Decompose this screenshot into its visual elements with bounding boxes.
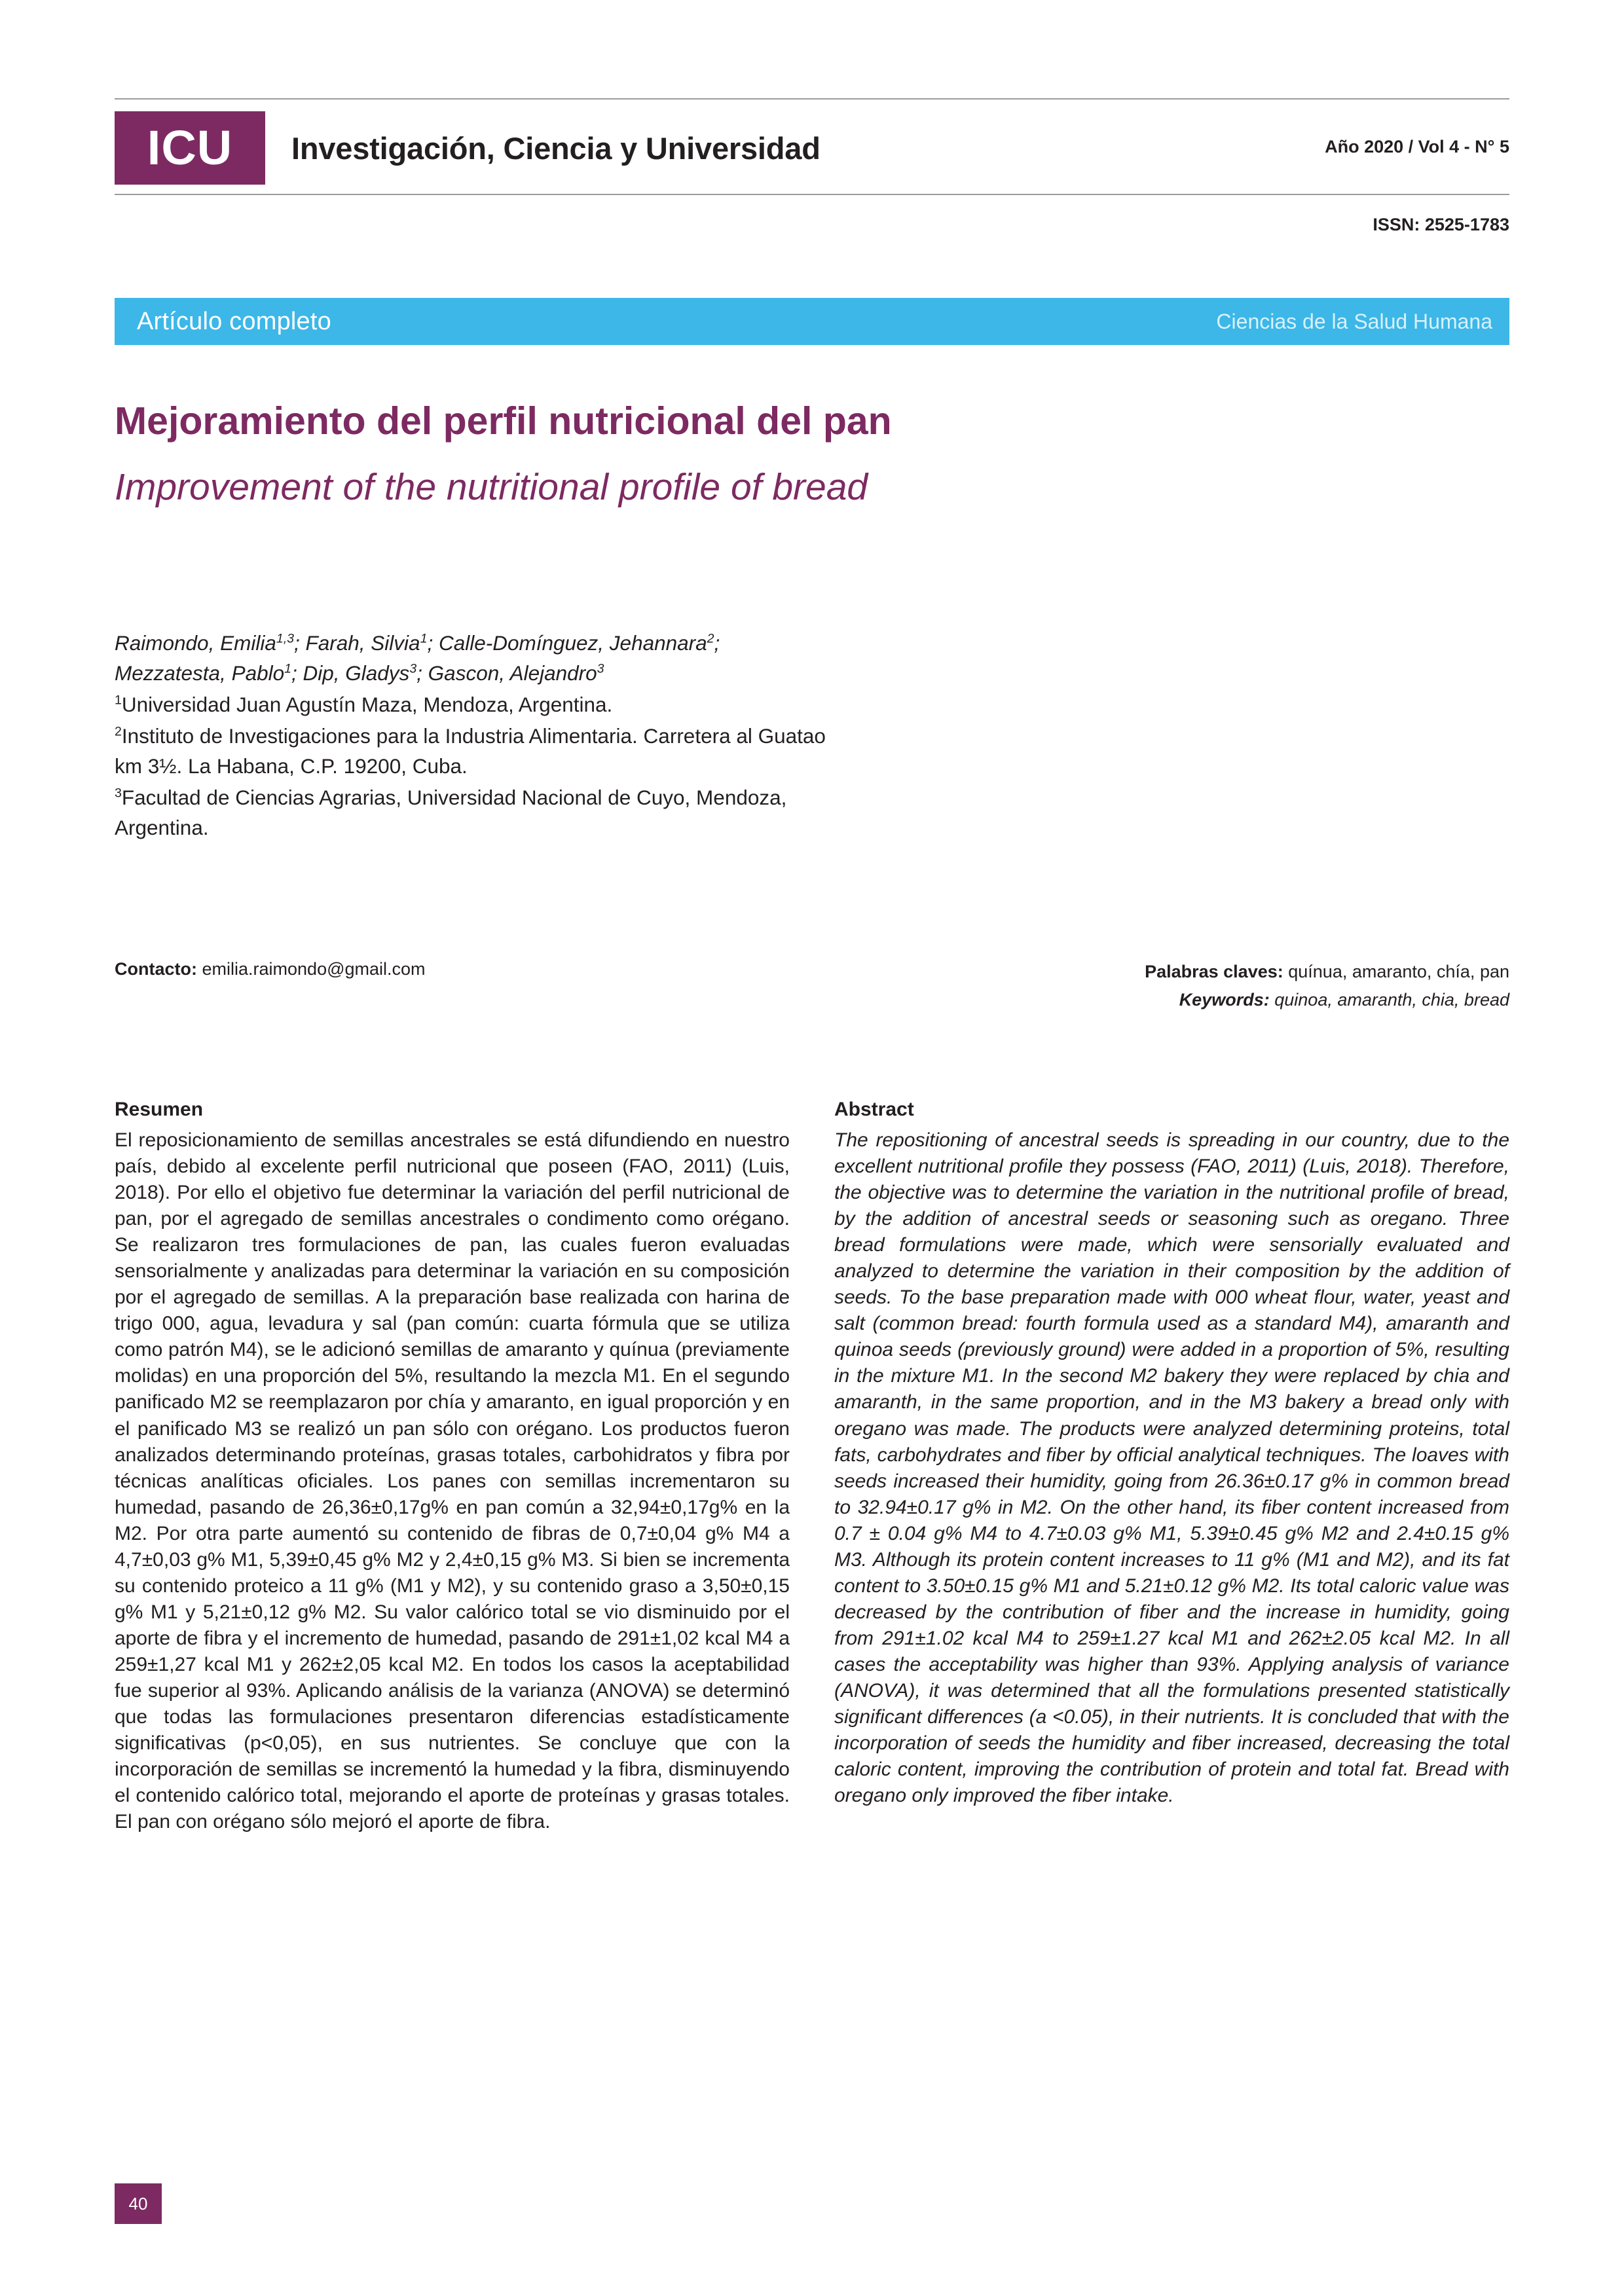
section-bar	[115, 298, 1509, 345]
keywords-english-label: Keywords:	[1179, 990, 1270, 1010]
article-type-bar	[115, 298, 812, 345]
page-title: Mejoramiento del perfil nutricional del pan	[115, 399, 892, 443]
issn-text: ISSN: 2525-1783	[1373, 215, 1509, 234]
issue-info: Año 2020 / Vol 4 - N° 5	[1325, 136, 1509, 156]
authors-block	[115, 629, 835, 843]
abstract-english-column	[834, 1099, 1509, 1835]
page-number-badge: 40	[115, 2183, 162, 2224]
keywords-spanish-values: quínua, amaranto, chía, pan	[1288, 962, 1509, 981]
abstract-spanish-text: El reposicionamiento de semillas ancestrales se está difundiendo en nuestro país, debido al excelente perfil nutricional que poseen (FAO, 2011) (Luis, 2018). Por ello el objetivo fue determinar la variación del perfil nutricional de pan, por el agregado de semillas ancestrales o condimento como orégano. Se realizaron tres formulaciones de pan, las cuales fueron evaluadas sensorialmente y analizadas para determinar la variación en su composición por el agregado de semillas. A la preparación base realizada con harina de trigo 000, agua, levadura y sal (pan común: cuarta fórmula que se utiliza como patrón M4), se le adicionó semillas de amaranto y quínua (previamente molidas) en una proporción del 5%, resultando la mezcla M1. En el segundo panificado M2 se reemplazaron por chía y amaranto, en igual proporción y en el panificado M3 se realizó un pan sólo con orégano. Los productos fueron analizados determinando proteínas, grasas totales, carbohidratos y fibra por técnicas analíticas oficiales. Los panes con semillas incrementaron su humedad, pasando de 26,36±0,17g% en pan común a 32,94±0,17g% en la M2. Por otra parte aumentó su contenido de fibras de 0,7±0,04 g% M4 a 4,7±0,03 g% M1, 5,39±0,45 g% M2 y 2,4±0,15 g% M3. Si bien se incrementa su contenido proteico a 11 g% (M1 y M2), y su contenido graso a 3,50±0,15 g% M1 y 5,21±0,12 g% M2. Su valor calórico total se vio disminuido por el aporte de fibra y el incremento de humedad, pasando de 291±1,02 kcal M4 a 259±1,27 kcal M1 y 262±2,05 kcal M2. En todos los casos la aceptabilidad fue superior al 93%. Aplicando análisis de la varianza (ANOVA) se determinó que todas las formulaciones presentaron diferencias estadísticamente significativas (p<0,05), en sus nutrientes. Se concluye que con la incorporación de semillas se incrementó la humedad y la fibra, disminuyendo el contenido calórico total, mejorando el aporte de proteínas y grasas totales. El pan con orégano sólo mejoró el aporte de fibra.	[115, 1129, 790, 1833]
affiliation-2: $^2$Instituto de Investigaciones para la Industria Alimentaria. Carretera al Guatao km 3½. La Habana, C.P. 19200, Cuba.	[115, 723, 826, 778]
abstract-spanish-heading: Resumen	[115, 1099, 204, 1120]
keywords-english-values: quinoa, amaranth, chia, bread	[1274, 990, 1509, 1010]
abstract-columns	[115, 1099, 1509, 1835]
abstract-english-text: The repositioning of ancestral seeds is spreading in our country, due to the excellent nutritional profile they possess (FAO, 2011) (Luis, 2018). Therefore, the objective was to determine the variation in the nutritional profile of bread, by the addition of ancestral seeds or seasoning such as oregano. Three bread formulations were made, which were sensorially evaluated and analyzed to determine the variation in their composition by the addition of seeds. To the base preparation made with 000 wheat flour, water, yeast and salt (common bread: fourth formula used as a standard M4), amaranth and quinoa seeds (previously ground) were added in a proportion of 5%, resulting in the mixture M1. In the second M2 bakery they were replaced by chia and amaranth, in the same proportion, and in the M3 bakery a bread only with oregano was made. The products were analyzed determining proteins, total fats, carbohydrates and fiber by official analytical techniques. The loaves with seeds increased their humidity, going from 26.36±0.17 g% in common bread to 32.94±0.17 g% in M2. On the other hand, its fiber content increased from 0.7 ± 0.04 g% M4 to 4.7±0.03 g% M1, 5.39±0.45 g% M2 and 2.4±0.15 g% M3. Although its protein content increases to 11 g% (M1 and M2), and its fat content to 3.50±0.15 g% M1 and 5.21±0.12 g% M2. Its total caloric value was decreased by the contribution of fiber and the increase in humidity, going from 291±1.02 kcal M4 to 259±1.27 kcal M1 and 262±2.05 kcal M2. In all cases the acceptability was higher than 93%. Applying analysis of variance (ANOVA), it was determined that all the formulations presented statistically significant differences (a <0.05), in their nutrients. It is concluded that with the incorporation of seeds the humidity and fiber increased, decreasing the total caloric content, improving the contribution of protein and total fat. Bread with oregano only improved the fiber intake.	[834, 1129, 1509, 1807]
keywords-english	[920, 986, 1509, 1014]
article-type-label: Artículo completo	[137, 307, 331, 335]
contact-email[interactable]: emilia.raimondo@gmail.com	[202, 959, 426, 979]
page-header	[115, 98, 1509, 235]
journal-logo-text: ICU	[147, 120, 233, 175]
header-divider-top	[115, 98, 1509, 100]
affiliation-1: $^1$Universidad Juan Agustín Maza, Mendoza, Argentina.	[115, 692, 613, 716]
contact-info	[115, 959, 426, 979]
section-category-label: Ciencias de la Salud Humana	[1216, 309, 1492, 333]
journal-logo	[115, 111, 265, 185]
header-divider-bottom	[115, 194, 1509, 195]
affiliation-3: $^3$Facultad de Ciencias Agrarias, Universidad Nacional de Cuyo, Mendoza, Argentina.	[115, 785, 787, 839]
page-subtitle: Improvement of the nutritional profile of bread	[115, 465, 868, 508]
keywords-spanish	[920, 958, 1509, 986]
abstract-english-heading: Abstract	[834, 1099, 914, 1120]
title-block	[115, 399, 1509, 509]
abstract-spanish-column	[115, 1099, 790, 1835]
journal-title: Investigación, Ciencia y Universidad	[291, 130, 821, 166]
keywords-block	[920, 958, 1509, 1014]
contact-label: Contacto:	[115, 959, 197, 979]
authors-list: Raimondo, Emilia$^{1,3}$; Farah, Silvia$^1$; Calle-Domínguez, Jehannara$^2$; Mezzatesta, Pablo$^1$; Dip, Gladys$^3$; Gascon, Alejandro$^3$	[115, 631, 720, 685]
section-category-bar	[812, 298, 1509, 345]
header-row	[115, 109, 1509, 187]
keywords-spanish-label: Palabras claves:	[1145, 962, 1283, 981]
